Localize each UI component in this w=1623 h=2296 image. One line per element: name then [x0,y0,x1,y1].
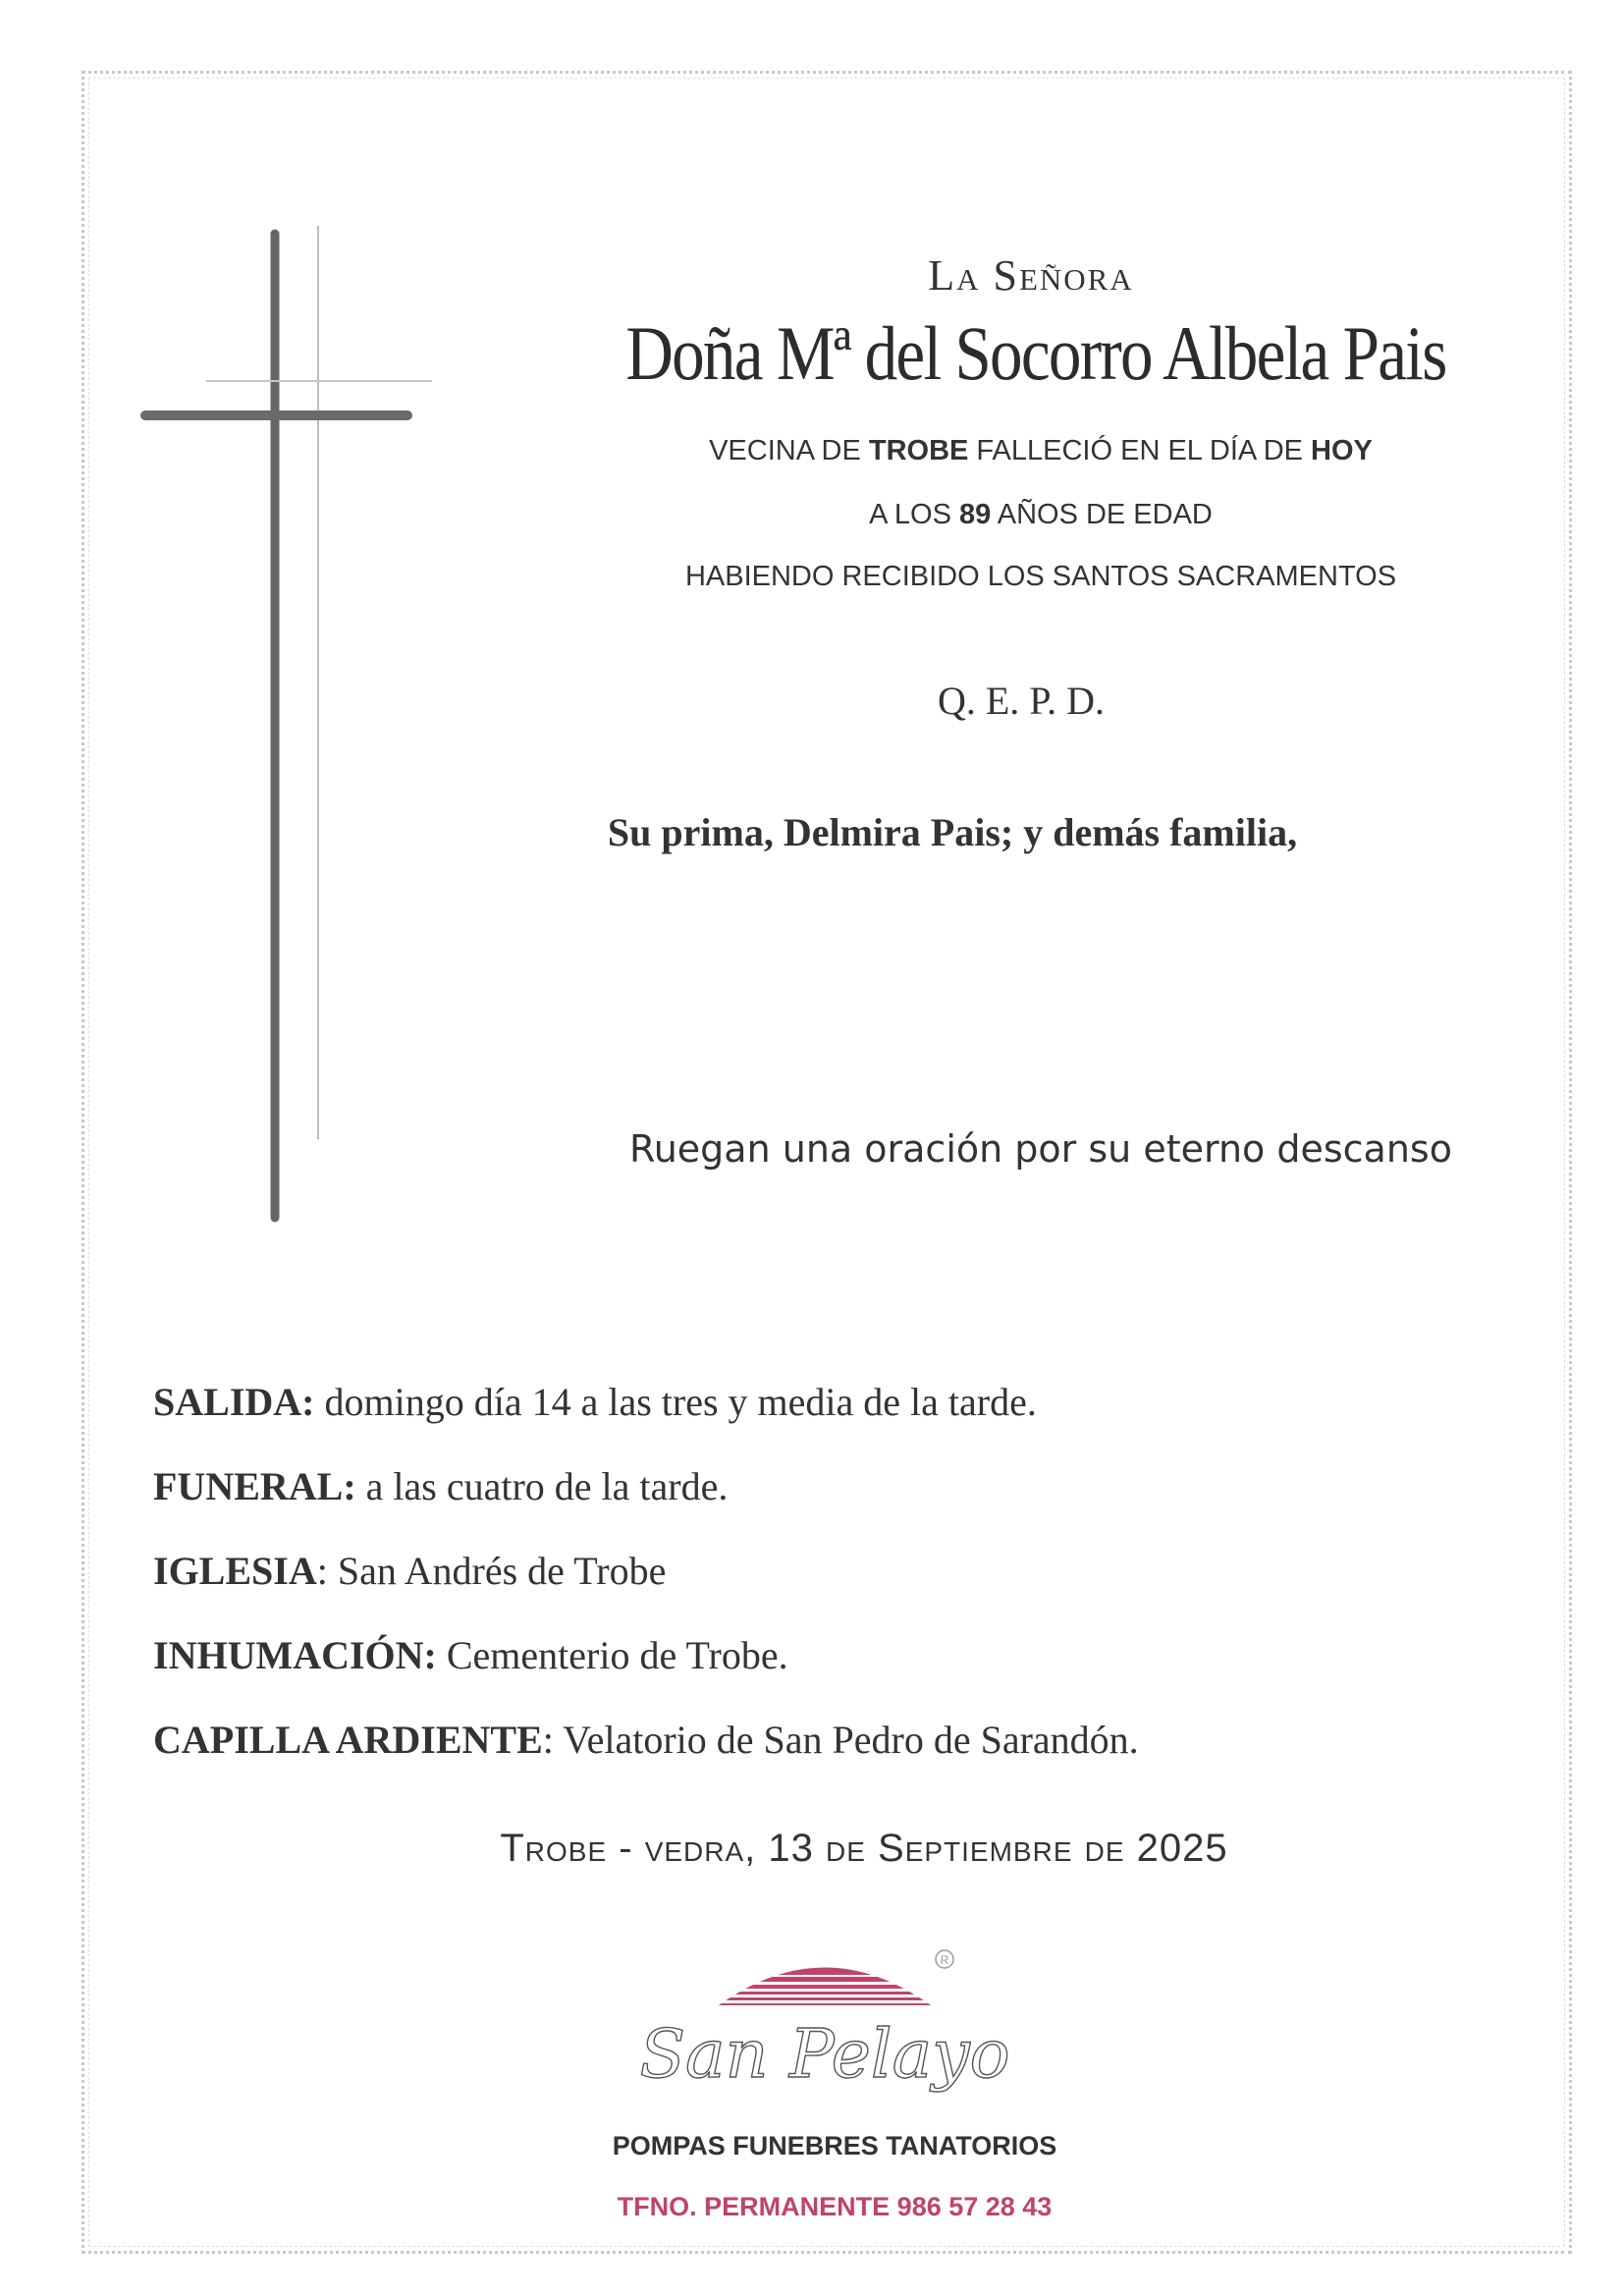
prayer-line: Ruegan una oración por su eterno descanso [629,1127,1452,1171]
family-line: Su prima, Delmira Pais; y demás familia, [607,810,1298,854]
san-pelayo-logo [639,1940,1010,2116]
funeral-details [153,1380,1139,1802]
residence-town: TROBE [868,435,969,466]
detail-row [153,1380,1139,1464]
detail-row [153,1464,1139,1549]
logo-text: San Pelayo [639,2016,1010,2094]
detail-value: a las cuatro de la tarde. [355,1464,729,1508]
detail-value: : Velatorio de San Pedro de Sarandón. [542,1718,1139,1762]
honorific-title: La Señora [928,251,1134,300]
detail-label: SALIDA: [153,1380,315,1424]
deceased-name: Doña Mª del Socorro Albela Pais [625,310,1446,396]
qepd: Q. E. P. D. [937,679,1106,723]
age-text-c: AÑOS DE EDAD [991,499,1213,530]
detail-row [153,1549,1139,1633]
age-value: 89 [959,499,992,530]
residence-text-a: VECINA DE [709,435,869,466]
detail-row [153,1633,1139,1718]
age-text-a: A LOS [869,499,959,530]
place-date: Trobe - vedra, 13 de Septiembre de 2025 [500,1827,1228,1870]
detail-label: IGLESIA [153,1549,317,1593]
detail-value: : San Andrés de Trobe [316,1549,667,1593]
detail-value: domingo día 14 a las tres y media de la tarde. [314,1380,1037,1424]
age-line [550,499,1532,531]
detail-row [153,1718,1139,1802]
cross-icon [137,226,432,1228]
detail-label: CAPILLA ARDIENTE [153,1718,543,1762]
registered-mark: R [940,1953,949,1967]
detail-label: FUNERAL: [153,1464,356,1508]
residence-line [550,435,1532,467]
death-day: HOY [1311,435,1373,466]
sacraments-line: HABIENDO RECIBIDO LOS SANTOS SACRAMENTOS [684,561,1397,592]
detail-value: Cementerio de Trobe. [436,1633,788,1677]
company-tagline: POMPAS FUNEBRES TANATORIOS [612,2131,1057,2160]
phone-line: TFNO. PERMANENTE 986 57 28 43 [617,2192,1053,2221]
residence-text-c: FALLECIÓ EN EL DÍA DE [968,435,1312,466]
detail-label: INHUMACIÓN: [153,1633,437,1677]
